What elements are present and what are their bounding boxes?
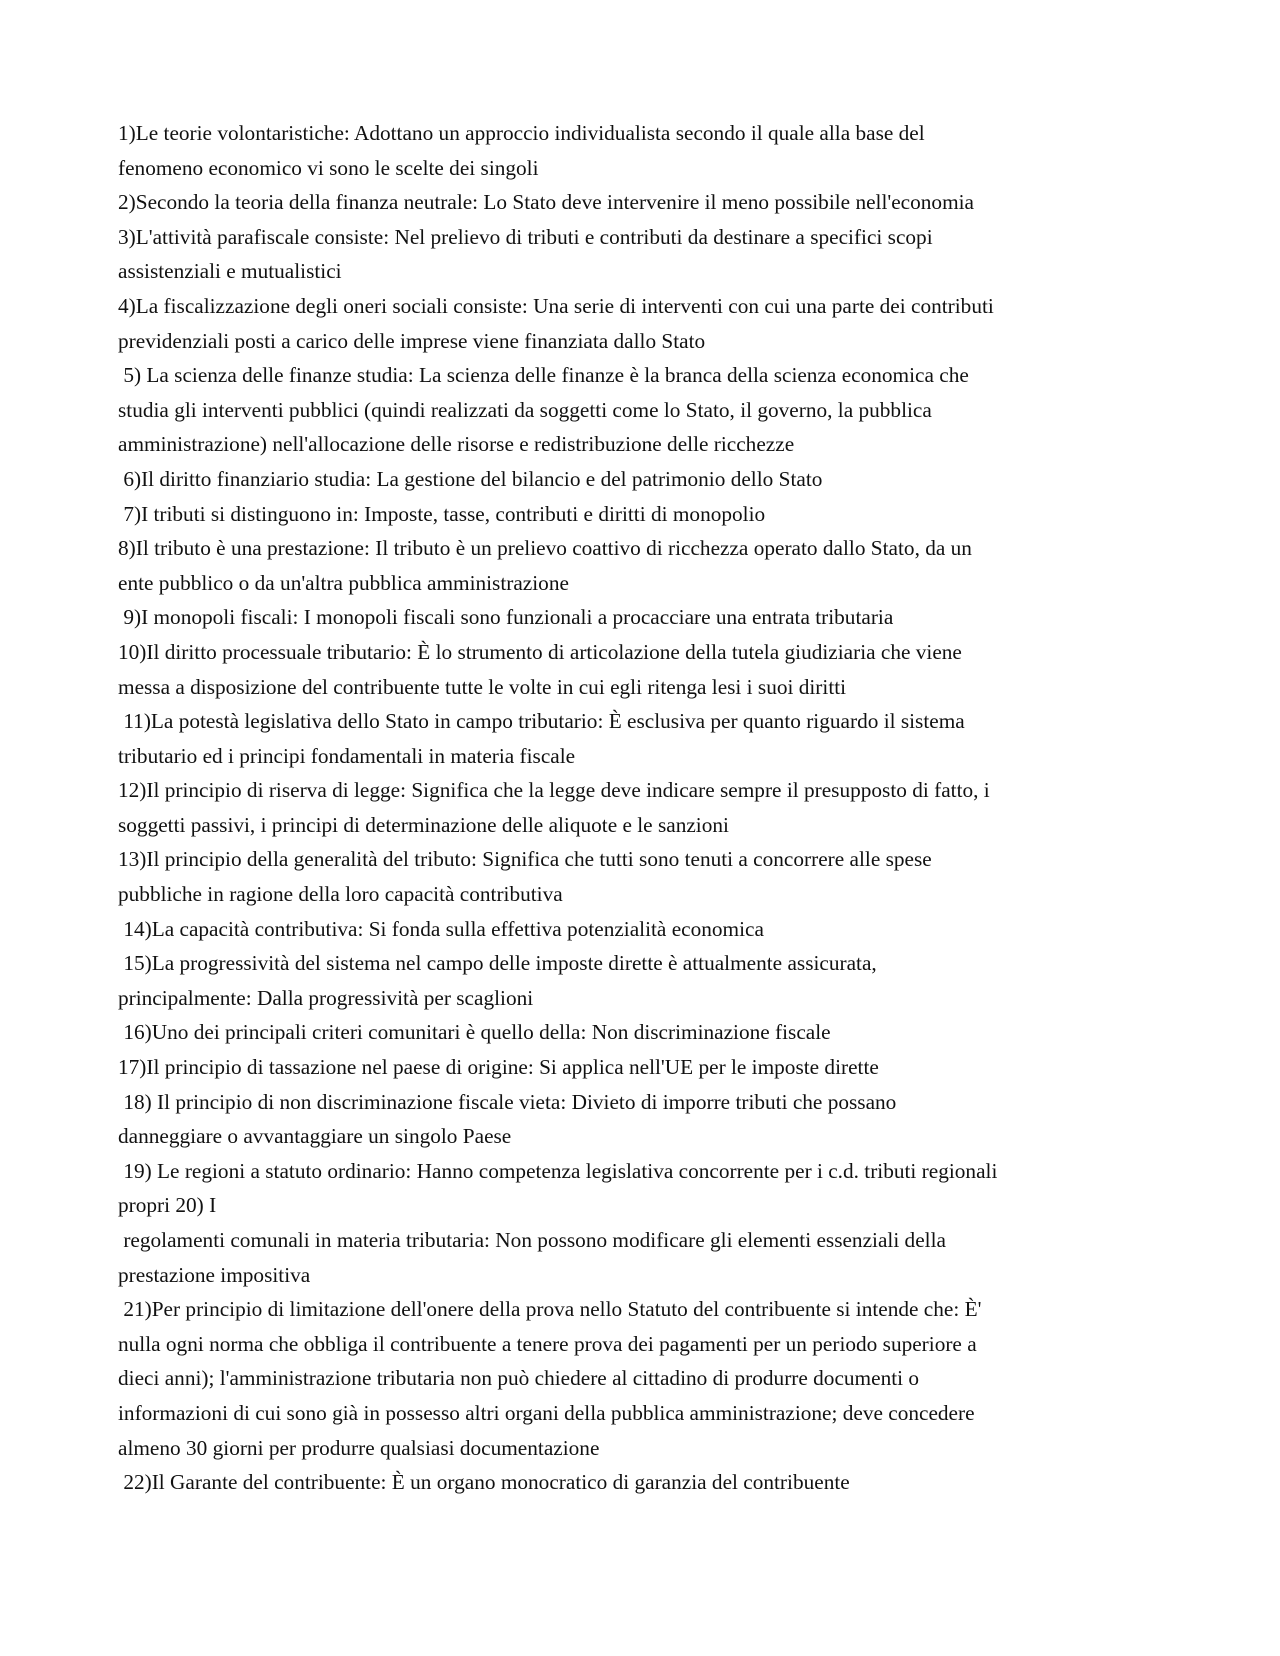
text-line: 22)Il Garante del contribuente: È un organo monocratico di garanzia del contribuente bbox=[118, 1470, 850, 1495]
text-line: 18) Il principio di non discriminazione fiscale vieta: Divieto di imporre tributi che possano bbox=[118, 1089, 897, 1114]
text-line: 7)I tributi si distinguono in: Imposte, tasse, contributi e diritti di monopolio bbox=[118, 501, 766, 526]
text-line: 12)Il principio di riserva di legge: Significa che la legge deve indicare sempre il presupposto di fatto, i bbox=[118, 778, 990, 803]
text-line: principalmente: Dalla progressività per scaglioni bbox=[118, 985, 534, 1010]
document-body bbox=[118, 116, 1178, 1500]
text-line: amministrazione) nell'allocazione delle risorse e redistribuzione delle ricchezze bbox=[118, 432, 795, 457]
text-line: danneggiare o avvantaggiare un singolo Paese bbox=[118, 1124, 512, 1149]
text-line: 19) Le regioni a statuto ordinario: Hanno competenza legislativa concorrente per i c.d. tributi regionali bbox=[118, 1158, 998, 1183]
text-line: dieci anni); l'amministrazione tributaria non può chiedere al cittadino di produrre documenti o bbox=[118, 1366, 920, 1391]
text-line: almeno 30 giorni per produrre qualsiasi documentazione bbox=[118, 1435, 600, 1460]
text-line: prestazione impositiva bbox=[118, 1262, 311, 1287]
text-line: 4)La fiscalizzazione degli oneri sociali consiste: Una serie di interventi con cui una parte dei contributi bbox=[118, 293, 994, 318]
text-line: 9)I monopoli fiscali: I monopoli fiscali sono funzionali a procacciare una entrata tributaria bbox=[118, 605, 894, 630]
text-line: propri 20) I bbox=[118, 1193, 217, 1218]
text-line: 13)Il principio della generalità del tributo: Significa che tutti sono tenuti a concorrere alle spese bbox=[118, 847, 932, 872]
text-line: soggetti passivi, i principi di determinazione delle aliquote e le sanzioni bbox=[118, 812, 729, 837]
text-line: 6)Il diritto finanziario studia: La gestione del bilancio e del patrimonio dello Stato bbox=[118, 466, 823, 491]
text-line: 16)Uno dei principali criteri comunitari è quello della: Non discriminazione fiscale bbox=[118, 1020, 831, 1045]
text-line: 17)Il principio di tassazione nel paese di origine: Si applica nell'UE per le imposte dirette bbox=[118, 1055, 879, 1080]
text-line: previdenziali posti a carico delle imprese viene finanziata dallo Stato bbox=[118, 328, 706, 353]
text-line: informazioni di cui sono già in possesso altri organi della pubblica amministrazione; deve concedere bbox=[118, 1400, 975, 1425]
text-line: studia gli interventi pubblici (quindi realizzati da soggetti come lo Stato, il governo, la pubblica bbox=[118, 397, 932, 422]
text-line: tributario ed i principi fondamentali in materia fiscale bbox=[118, 743, 576, 768]
text-line: 1)Le teorie volontaristiche: Adottano un approccio individualista secondo il quale alla base del bbox=[118, 121, 925, 145]
text-line: ente pubblico o da un'altra pubblica amministrazione bbox=[118, 570, 569, 595]
text-line: messa a disposizione del contribuente tutte le volte in cui egli ritenga lesi i suoi diritti bbox=[118, 674, 847, 699]
text-line: 15)La progressività del sistema nel campo delle imposte dirette è attualmente assicurata, bbox=[118, 951, 877, 976]
text-line: 10)Il diritto processuale tributario: È lo strumento di articolazione della tutela giudiziaria che viene bbox=[118, 639, 962, 664]
text-line: nulla ogni norma che obbliga il contribuente a tenere prova dei pagamenti per un periodo superiore a bbox=[118, 1331, 977, 1356]
text-line: pubbliche in ragione della loro capacità contributiva bbox=[118, 882, 563, 907]
text-line: 3)L'attività parafiscale consiste: Nel prelievo di tributi e contributi da destinare a specifici scopi bbox=[118, 224, 933, 249]
text-line: 2)Secondo la teoria della finanza neutrale: Lo Stato deve intervenire il meno possibile nell'economia bbox=[118, 190, 975, 215]
text-line: regolamenti comunali in materia tributaria: Non possono modificare gli elementi essenziali della bbox=[118, 1228, 946, 1252]
text-line: assistenziali e mutualistici bbox=[118, 259, 342, 284]
text-line: 21)Per principio di limitazione dell'onere della prova nello Statuto del contribuente si intende che: È' bbox=[118, 1297, 982, 1322]
text-line: 8)Il tributo è una prestazione: Il tributo è un prelievo coattivo di ricchezza operato dallo Stato, da un bbox=[118, 536, 972, 561]
text-line: 11)La potestà legislativa dello Stato in campo tributario: È esclusiva per quanto riguardo il sistema bbox=[118, 709, 965, 734]
text-line: 5) La scienza delle finanze studia: La scienza delle finanze è la branca della scienza economica che bbox=[118, 363, 969, 388]
text-line: fenomeno economico vi sono le scelte dei singoli bbox=[118, 155, 539, 180]
text-line: 14)La capacità contributiva: Si fonda sulla effettiva potenzialità economica bbox=[118, 916, 764, 941]
